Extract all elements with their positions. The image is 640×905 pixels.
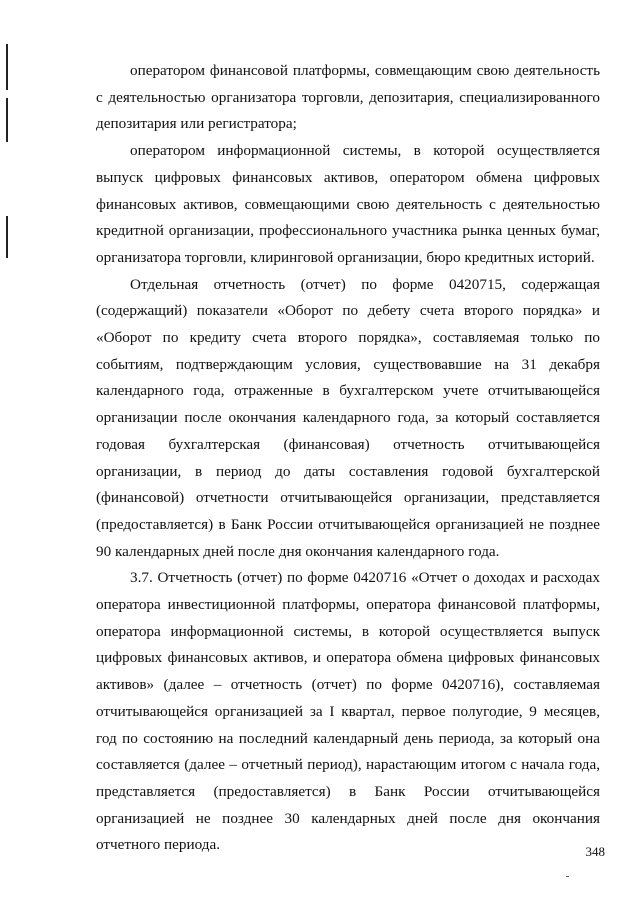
- page-number: 348: [585, 844, 605, 859]
- paragraph-information-system-operator: оператором информационной системы, в которой осуществляется выпуск цифровых финансовых активов, оператором обмена цифровых финансовых активов, совмещающими свою деятельность с деятельностью кредитной организации, профессионального участника рынка ценных бумаг, организатора торговли, клиринговой организации, бюро кредитных историй.: [96, 142, 600, 266]
- paragraph-separate-reporting-0420715: Отдельная отчетность (отчет) по форме 0420715, содержащая (содержащий) показатели «Оборот по дебету счета второго порядка» и «Оборот по кредиту счета второго порядка», составляемая только по событиям, подтверждающим условия, существовавшие на 31 декабря календарного года, отраженные в бухгалтерском учете отчитывающейся организации после окончания календарного года, за который составляется годовая бухгалтерская (финансовая) отчетность отчитывающейся организации, в период до даты составления годовой бухгалтерской (финансовой) отчетности отчитывающейся организации, представляется (предоставляется) в Банк России отчитывающейся организацией не позднее 90 календарных дней после дня окончания календарного года.: [96, 275, 600, 560]
- margin-change-bar: [6, 44, 8, 90]
- scan-speck: [566, 876, 569, 877]
- body-text: [96, 58, 600, 859]
- margin-change-bar: [6, 216, 8, 258]
- paragraph-section-3-7: 3.7. Отчетность (отчет) по форме 0420716 «Отчет о доходах и расходах оператора инвестиционной платформы, оператора финансовой платформы, оператора информационной системы, в которой осуществляется выпуск цифровых финансовых активов, и оператора обмена цифровых финансовых активов» (далее – отчетность (отчет) по форме 0420716), составляемая отчитывающейся организацией за I квартал, первое полугодие, 9 месяцев, год по состоянию на последний календарный день периода, за который она составляется (далее – отчетный период), нарастающим итогом с начала года, представляется (предоставляется) в Банк России отчитывающейся организацией не позднее 30 календарных дней после дня окончания отчетного периода.: [96, 569, 600, 854]
- margin-change-bar: [6, 98, 8, 142]
- paragraph-financial-platform-operator: оператором финансовой платформы, совмещающим свою деятельность с деятельностью организатора торговли, депозитария, специализированного депозитария или регистратора;: [96, 62, 600, 133]
